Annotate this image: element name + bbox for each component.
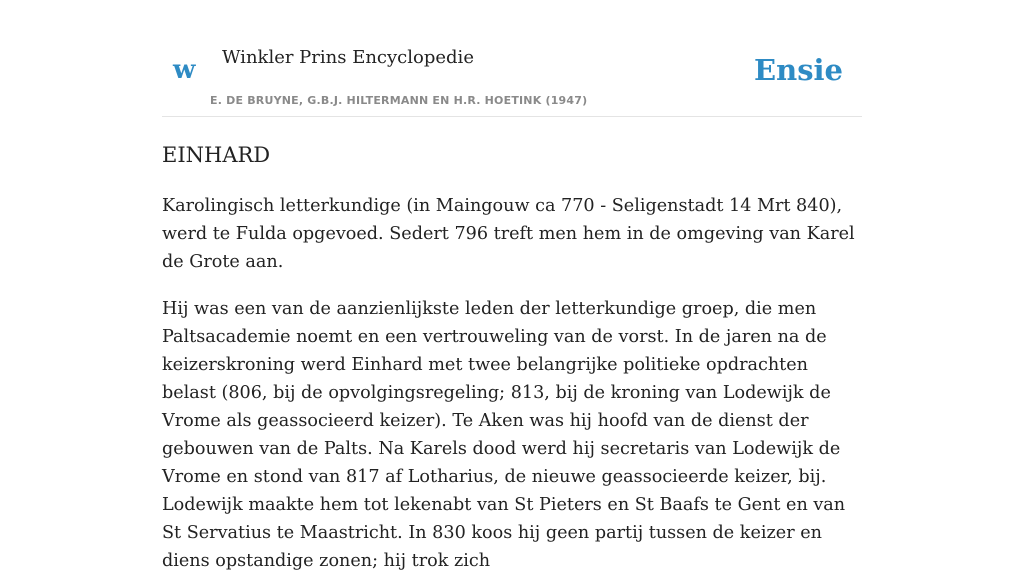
article-title: EINHARD [162, 143, 271, 167]
authors-line: E. DE BRUYNE, G.B.J. HILTERMANN EN H.R. HOETINK (1947) [210, 94, 588, 107]
article-paragraph-2: Hij was een van de aanzienlijkste leden der letterkundige groep, die men Paltsacademie noemt en een vertrouweling van de vorst. In de jaren na de keizerskroning werd Einhard met twee belangrijke politieke opdrachten belast (806, bij de opvolgingsregeling; 813, bij de kroning van Lodewijk de Vrome als geassocieerd keizer). Te Aken was hij hoofd van de dienst der gebouwen van de Palts. Na Karels dood werd hij secretaris van Lodewijk de Vrome en stond van 817 af Lotharius, de nieuwe geassocieerde keizer, bij. Lodewijk maakte hem tot lekenabt van St Pieters en St Baafs te Gent en van St Servatius te Maastricht. In 830 koos hij geen partij tussen de keizer en diens opstandige zonen; hij trok zich [162, 299, 846, 571]
article-body [162, 138, 866, 575]
site-header [162, 0, 862, 117]
article-paragraph-1: Karolingisch letterkundige (in Maingouw ca 770 - Seligenstadt 14 Mrt 840), werd te Fulda opgevoed. Sedert 796 treft men hem in de omgeving van Karel de Grote aan. [162, 196, 855, 272]
site-title[interactable]: Winkler Prins Encyclopedie [222, 47, 474, 68]
winkler-prins-logo[interactable]: w [173, 55, 196, 85]
ensie-brand-link[interactable]: Ensie [754, 53, 843, 87]
